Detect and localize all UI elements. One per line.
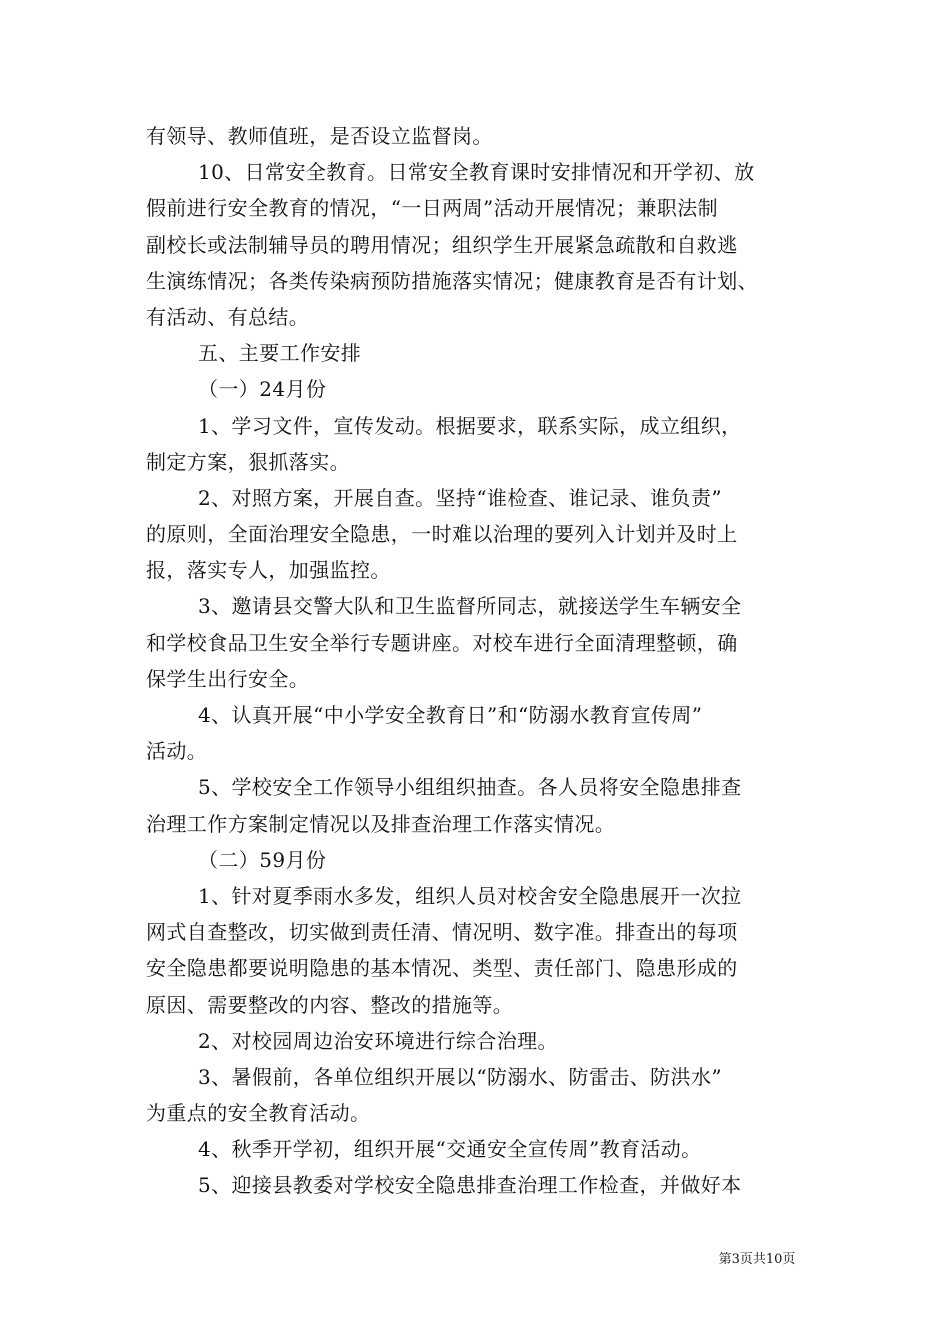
text-line: 生演练情况；各类传染病预防措施落实情况；健康教育是否有计划、 — [146, 268, 758, 293]
text-line: 安全隐患都要说明隐患的基本情况、类型、责任部门、隐患形成的 — [146, 956, 738, 981]
text-line: 活动。 — [146, 739, 208, 764]
text-line: 假前进行安全教育的情况，“一日两周”活动开展情况；兼职法制 — [146, 196, 719, 221]
text-line: 为重点的安全教育活动。 — [146, 1101, 371, 1126]
text-line: 1、针对夏季雨水多发，组织人员对校舍安全隐患展开一次拉 — [198, 883, 742, 908]
page-number: 第3页共10页 — [718, 1252, 796, 1267]
text-line: 治理工作方案制定情况以及排查治理工作落实情况。 — [146, 811, 616, 836]
text-line: 保学生出行安全。 — [146, 666, 310, 691]
page-footer — [0, 1248, 950, 1267]
text-line: 报，落实专人，加强监控。 — [146, 558, 391, 583]
text-line: 5、迎接县教委对学校安全隐患排查治理工作检查，并做好本 — [198, 1173, 742, 1198]
text-line: 的原则，全面治理安全隐患，一时难以治理的要列入计划并及时上 — [146, 522, 738, 547]
document-body — [146, 118, 812, 1204]
text-line: 4、秋季开学初，组织开展“交通安全宣传周”教育活动。 — [198, 1137, 702, 1162]
text-line: 副校长或法制辅导员的聘用情况；组织学生开展紧急疏散和自救逃 — [146, 232, 738, 257]
text-line: 有领导、教师值班，是否设立监督岗。 — [146, 124, 493, 148]
text-line: 5、学校安全工作领导小组组织抽查。各人员将安全隐患排查 — [198, 775, 742, 800]
text-line: 3、暑假前，各单位组织开展以“防溺水、防雷击、防洪水” — [198, 1064, 722, 1089]
text-line: （一）24月份 — [198, 377, 327, 402]
text-line: 网式自查整改，切实做到责任清、情况明、数字准。排查出的每项 — [146, 920, 738, 945]
text-line: 原因、需要整改的内容、整改的措施等。 — [146, 992, 514, 1017]
text-line: 五、主要工作安排 — [198, 341, 362, 366]
text-line: 3、邀请县交警大队和卫生监督所同志，就接送学生车辆安全 — [198, 594, 742, 619]
text-line: 2、对照方案，开展自查。坚持“谁检查、谁记录、谁负责” — [198, 485, 722, 510]
text-line: 10、日常安全教育。日常安全教育课时安排情况和开学初、放 — [198, 160, 755, 185]
text-line: 和学校食品卫生安全举行专题讲座。对校车进行全面清理整顿，确 — [146, 630, 738, 655]
text-line: 2、对校园周边治安环境进行综合治理。 — [198, 1028, 558, 1053]
text-line: 1、学习文件，宣传发动。根据要求，联系实际，成立组织， — [198, 413, 742, 438]
text-line: 4、认真开展“中小学安全教育日”和“防溺水教育宣传周” — [198, 703, 703, 727]
text-line: 有活动、有总结。 — [146, 304, 310, 329]
text-line: （二）59月份 — [198, 847, 327, 872]
text-line: 制定方案，狠抓落实。 — [146, 449, 350, 474]
